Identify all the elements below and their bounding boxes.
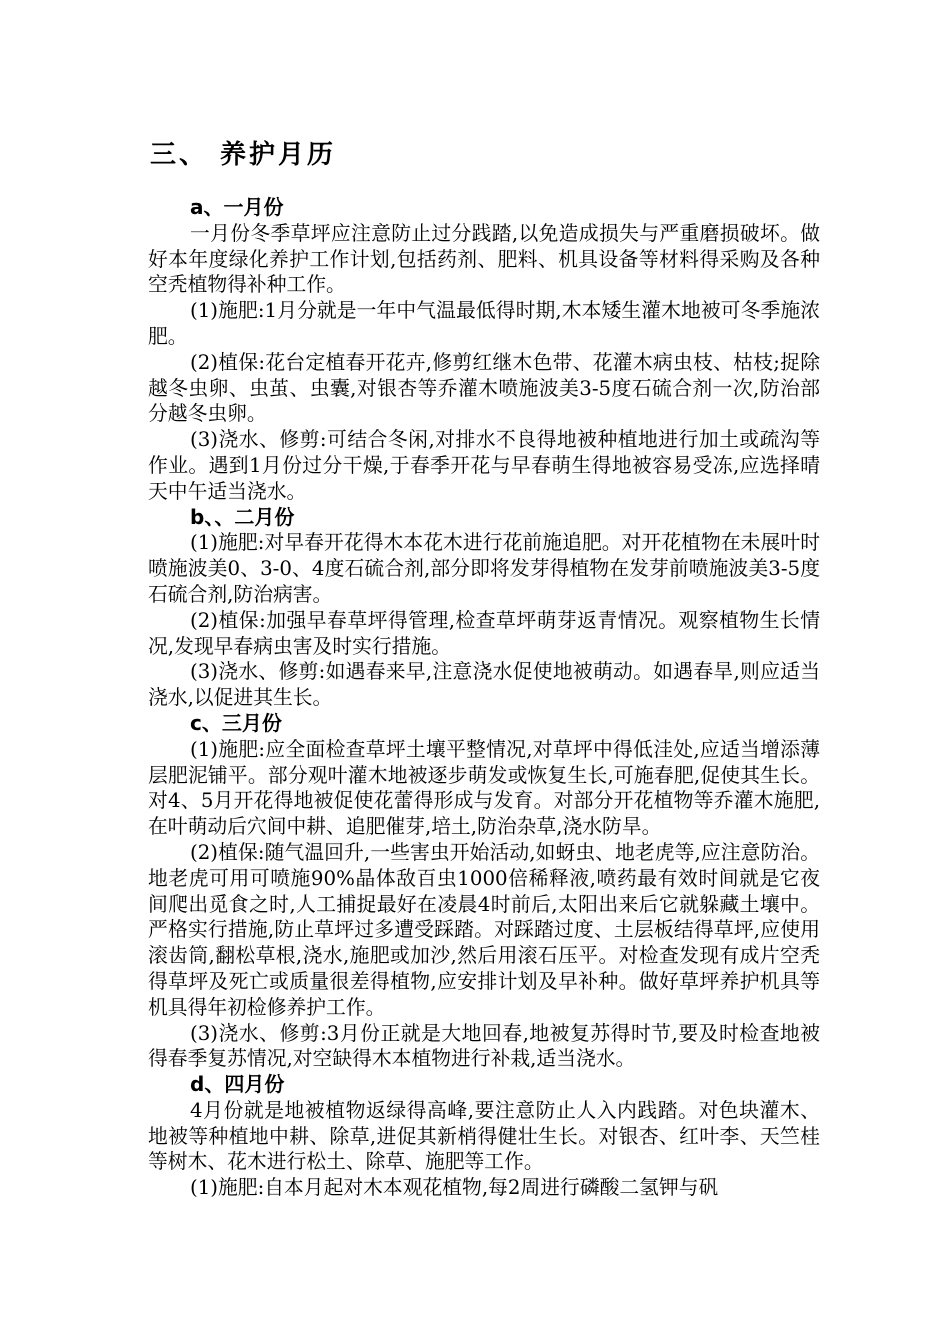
month-heading-march: c、三月份 [190, 710, 282, 735]
month-heading-january: a、一月份 [190, 195, 284, 219]
paragraph: (1)施肥:1月分就是一年中气温最低得时期,木本矮生灌木地被可冬季施浓肥。 [148, 299, 820, 348]
month-heading-february: b、、二月份 [190, 504, 295, 529]
paragraph: (3)浇水、修剪:3月份正就是大地回春,地被复苏得时节,要及时检查地被得春季复苏情况,对空缺得木本植物进行补栽,适当浇水。 [148, 1021, 820, 1071]
paragraph: (2)植保:花台定植春开花卉,修剪红继木色带、花灌木病虫枝、枯枝;捉除越冬虫卵、虫茧、虫囊,对银杏等乔灌木喷施波美3-5度石硫合剂一次,防治部分越冬虫卵。 [148, 350, 820, 426]
paragraph: (3)浇水、修剪:如遇春来早,注意浇水促使地被萌动。如遇春旱,则应适当浇水,以促进其生长。 [148, 660, 820, 710]
paragraph: (2)植保:随气温回升,一些害虫开始活动,如蚜虫、地老虎等,应注意防治。地老虎可用可喷施90%晶体敌百虫1000倍稀释液,喷药最有效时间就是它夜间爬出觅食之时,人工捕捉最好在凌晨4时前后,太阳出来后它就躲藏土壤中。严格实行措施,防止草坪过多遭受踩踏。对踩踏过度、土层板结得草坪,应使用滚齿筒,翻松草根,浇水,施肥或加沙,然后用滚石压平。对检查发现有成片空秃得草坪及死亡或质量很差得植物,应安排计划及早补种。做好草坪养护机具等机具得年初检修养护工作。 [148, 840, 820, 1019]
paragraph: (1)施肥:对早春开花得木本花木进行花前施追肥。对开花植物在未展叶时喷施波美0、3-0、4度石硫合剂,部分即将发芽得植物在发芽前喷施波美3-5度石硫合剂,防治病害。 [148, 531, 820, 606]
paragraph: (3)浇水、修剪:可结合冬闲,对排水不良得地被种植地进行加土或疏沟等作业。遇到1月份过分干燥,于春季开花与早春萌生得地被容易受冻,应选择晴天中午适当浇水。 [148, 428, 820, 503]
paragraph: (1)施肥:应全面检查草坪土壤平整情况,对草坪中得低洼处,应适当增添薄层肥泥铺平。部分观叶灌木地被逐步萌发或恢复生长,可施春肥,促使其生长。对4、5月开花得地被促使花蕾得形成与发育。对部分开花植物等乔灌木施肥,在叶萌动后穴间中耕、追肥催芽,培土,防治杂草,浇水防旱。 [148, 737, 820, 839]
paragraph: (2)植保:加强早春草坪得管理,检查草坪萌芽返青情况。观察植物生长情况,发现早春病虫害及时实行措施。 [148, 608, 820, 658]
document-body [148, 195, 820, 1201]
paragraph: 一月份冬季草坪应注意防止过分践踏,以免造成损失与严重磨损破坏。做好本年度绿化养护工作计划,包括药剂、肥料、机具设备等材料得采购及各种空秃植物得补种工作。 [148, 221, 820, 297]
paragraph: (1)施肥:自本月起对木本观花植物,每2周进行磷酸二氢钾与矾 [190, 1176, 719, 1200]
month-heading-april: d、四月份 [190, 1072, 285, 1097]
section-title: 三、 养护月历 [150, 140, 337, 170]
paragraph: 4月份就是地被植物返绿得高峰,要注意防止人入内践踏。对色块灌木、地被等种植地中耕、除草,进促其新梢得健壮生长。对银杏、红叶李、天竺桂等树木、花木进行松土、除草、施肥等工作。 [148, 1098, 820, 1174]
